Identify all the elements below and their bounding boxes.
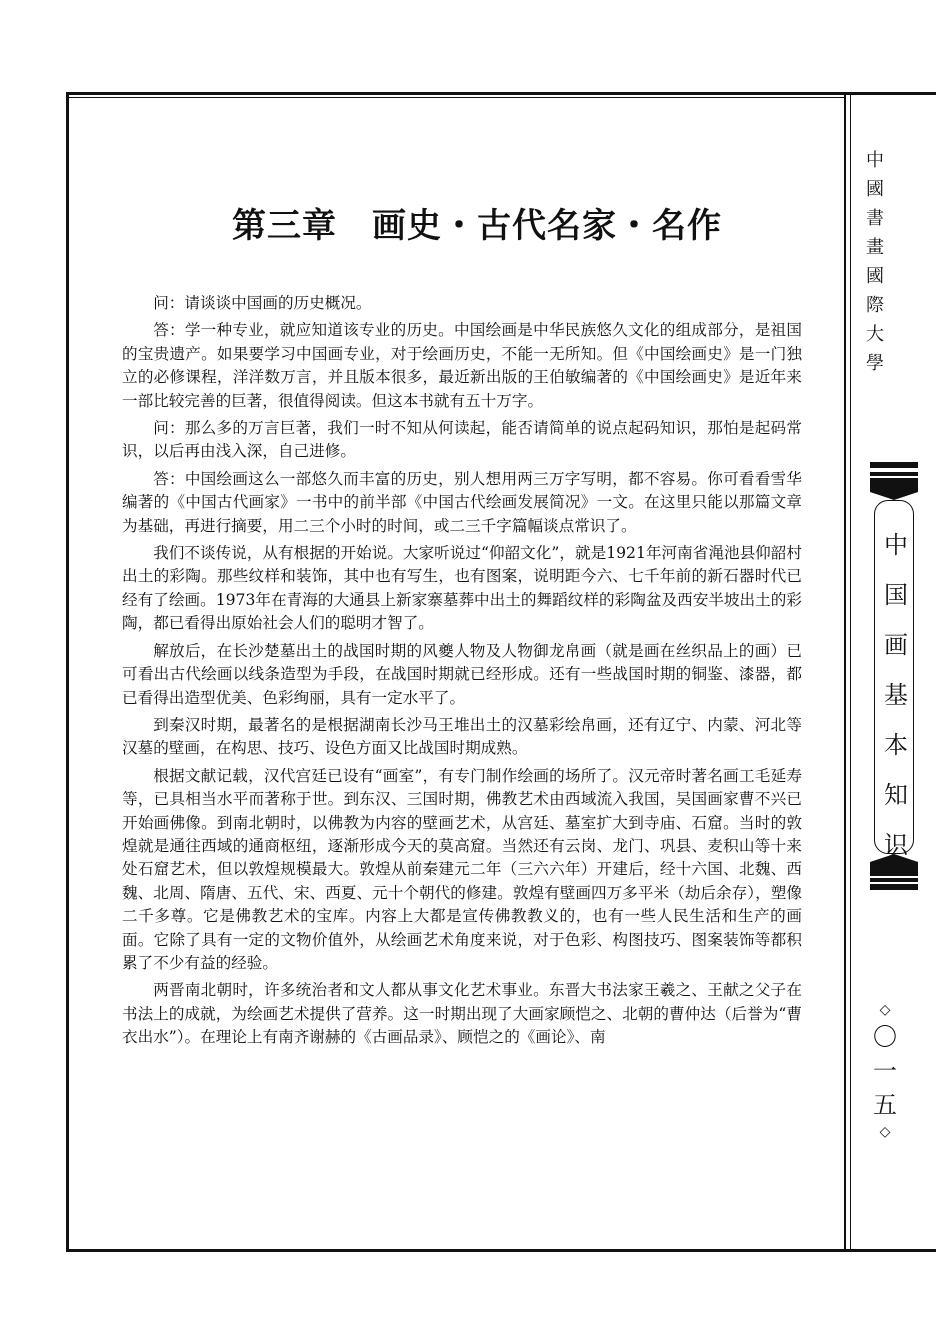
band-top-bar-thin [870,472,918,476]
frame-top-inner-rule [66,97,846,98]
paragraph: 答：学一种专业，就应知道该专业的历史。中国绘画是中华民族悠久文化的组成部分，是祖国的宝贵遗产。如果要学习中国画专业，对于绘画历史，不能一无所知。但《中国绘画史》是一门独立的必修课程，洋洋数万言，并且版本很多，最近新出版的王伯敏编著的《中国绘画史》是近年来一部比较完善的巨著，很值得阅读。但这本书就有五十万字。 [122,321,802,410]
page-number-digit: 五 [873,1091,897,1119]
band-bottom-bar [870,884,918,890]
margin-separator-rule [844,92,846,1252]
band-bottom-bar-thin [870,878,918,882]
page-number-digit: 〇 [873,1023,897,1051]
margin-separator-inner-rule [850,92,851,1252]
book-title-char: 基 [884,681,908,709]
book-title-char: 本 [884,731,908,759]
paragraph: 到秦汉时期，最著名的是根据湖南长沙马王堆出土的汉墓彩绘帛画，还有辽宁、内蒙、河北等汉墓的壁画，在构思、技巧、设色方面又比战国时期成熟。 [122,715,802,758]
frame-bottom-rule [66,1249,936,1252]
page-number-digit: 一 [873,1057,897,1085]
book-title-char: 画 [884,631,908,659]
frame-top-rule [66,92,936,95]
paragraph: 根据文献记载，汉代宫廷已设有“画室”，有专门制作绘画的场所了。汉元帝时著名画工毛延寿等，已具相当水平而著称于世。到东汉、三国时期，佛教艺术由西域流入我国，吴国画家曹不兴已开始画佛像。到南北朝时，以佛教为内容的壁画艺术，从宫廷、墓室扩大到寺庙、石窟。当时的敦煌就是通往西域的通商枢纽，逐渐形成今天的莫高窟。当然还有云岗、龙门、巩县、麦积山等十来处石窟艺术，但以敦煌规模最大。敦煌从前秦建元二年（三六六年）开建后，经十六国、北魏、西魏、北周、隋唐、五代、宋、西夏、元十个朝代的修建。敦煌有壁画四万多平米（劫后余存），塑像二千多尊。它是佛教艺术的宝库。内容上大都是宣传佛教教义的，也有一些人民生活和生产的画面。它除了具有一定的文物价值外，从绘画艺术角度来说，对于色彩、构图技巧、图案装饰等都积累了不少有益的经验。 [122,766,802,972]
paragraph: 两晋南北朝时，许多统治者和文人都从事文化艺术事业。东晋大书法家王羲之、王献之父子在书法上的成就，为绘画艺术提供了营养。这一时期出现了大画家顾恺之、北朝的曹仲达（后誉为“曹衣出水”）。在理论上有南齐谢赫的《古画品录》、顾恺之的《画论》、南 [122,981,802,1047]
book-title [883,520,909,870]
diamond-ornament: ◇ [879,1124,891,1140]
book-title-char: 识 [884,831,908,859]
paragraph: 我们不谈传说，从有根据的开始说。大家听说过“仰韶文化”，就是1921年河南省渑池县仰韶村出土的彩陶。那些纹样和装饰，其中也有写生，也有图案，说明距今六、七千年前的新石器时代已经有了绘画。1973年在青海的大通县上新家寨墓葬中出土的舞蹈纹样的彩陶盆及西安半坡出土的彩陶，都已看得出原始社会人们的聪明才智了。 [122,544,802,633]
paragraph: 问：请谈谈中国画的历史概况。 [153,294,372,312]
book-title-char: 国 [884,581,908,609]
band-top-ornament [870,478,918,500]
paragraph: 问：那么多的万言巨著，我们一时不知从何读起，能否请简单的说点起码知识，那怕是起码常识，以后再由浅入深，自己进修。 [122,419,802,461]
diamond-ornament: ◇ [879,1002,891,1018]
body-text [122,292,802,1054]
chapter-title: 第三章 画史・古代名家・名作 [232,206,722,246]
frame-left-rule [66,92,69,1252]
band-top-bar [870,462,918,468]
book-title-char: 知 [884,781,908,809]
paragraph: 解放后，在长沙楚墓出土的战国时期的风夔人物及人物御龙帛画（就是画在丝织品上的画）已可看出古代绘画以线条造型为手段，在战国时期就已经形成。还有一些战国时期的铜鉴、漆器，都已看得出造型优美、色彩绚丽，具有一定水平了。 [122,641,802,707]
side-series-title: 中國書畫國際大學 [863,150,884,382]
book-title-char: 中 [884,531,908,559]
paragraph: 答：中国绘画这么一部悠久而丰富的历史，别人想用两三万字写明，都不容易。你可看看雪华编著的《中国古代画家》一书中的前半部《中国古代绘画发展简况》一文。在这里只能以那篇文章为基础，再进行摘要，用二三个小时的时间，或二三千字篇幅谈点常识了。 [122,469,802,535]
page-number [868,1000,902,1142]
